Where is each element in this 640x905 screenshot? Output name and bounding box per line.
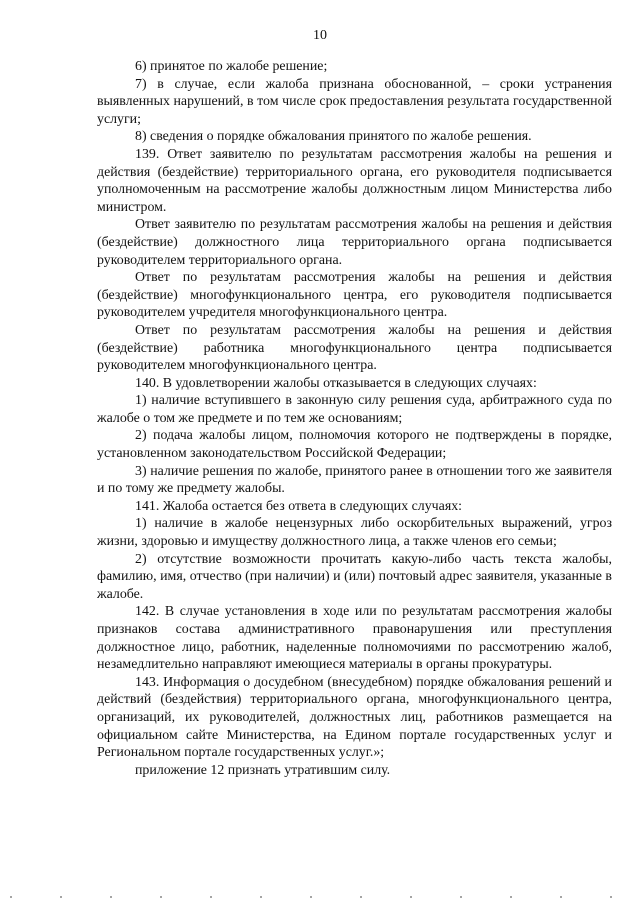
paragraph: Ответ по результатам рассмотрения жалобы на решения и действия (бездействие) работника многофункционального центра подписывается руководителем многофункционального центра. [97,322,612,374]
scan-artifact-line [0,893,640,901]
paragraph: 1) наличие в жалобе нецензурных либо оскорбительных выражений, угроз жизни, здоровью и имуществу должностного лица, а также членов его семьи; [97,516,612,550]
paragraph: 139. Ответ заявителю по результатам рассмотрения жалобы на решения и действия (бездействие) территориального органа, его руководителя подписывается уполномоченным на рассмотрение жалобы должностным лицом Министерства либо министром. [97,146,612,215]
document-body [97,58,612,779]
paragraph: 7) в случае, если жалоба признана обоснованной, – сроки устранения выявленных нарушений, в том числе срок предоставления результата государственной услуги; [97,76,612,127]
paragraph: Ответ заявителю по результатам рассмотрения жалобы на решения и действия (бездействие) должностного лица территориального органа подписывается руководителем территориального органа. [97,217,612,268]
paragraph: 142. В случае установления в ходе или по результатам рассмотрения жалобы признаков состава административного правонарушения или преступления должностное лицо, работник, наделенные полномочиями по рассмотрению жалоб, незамедлительно направляют имеющиеся материалы в органы прокуратуры. [97,604,612,673]
paragraph: 143. Информация о досудебном (внесудебном) порядке обжалования решений и действий (бездействия) территориального органа, многофункционального центра, организаций, их руководителей, должностных лиц, работников размещается на официальном сайте Министерства, на Едином портале государственных услуг и Региональном портале государственных услуг.»; [97,674,612,761]
paragraph: приложение 12 признать утратившим силу. [135,762,391,778]
paragraph: Ответ по результатам рассмотрения жалобы на решения и действия (бездействие) многофункционального центра, его руководителя подписывается руководителем учредителя многофункционального центра. [97,270,612,321]
paragraph: 3) наличие решения по жалобе, принятого ранее в отношении того же заявителя и по тому же предмету жалобы. [97,463,612,497]
page-number: 10 [313,28,327,43]
paragraph: 6) принятое по жалобе решение; [135,59,328,74]
paragraph: 141. Жалоба остается без ответа в следующих случаях: [135,498,463,514]
paragraph: 8) сведения о порядке обжалования принятого по жалобе решения. [135,129,532,145]
paragraph: 140. В удовлетворении жалобы отказывается в следующих случаях: [135,375,537,391]
paragraph: 2) отсутствие возможности прочитать какую-либо часть текста жалобы, фамилию, имя, отчество (при наличии) и (или) почтовый адрес заявителя, указанные в жалобе. [97,551,612,602]
paragraph: 1) наличие вступившего в законную силу решения суда, арбитражного суда по жалобе о том же предмете и по тем же основаниям; [97,393,612,426]
paragraph: 2) подача жалобы лицом, полномочия которого не подтверждены в порядке, установленном законодательством Российской Федерации; [97,428,612,462]
